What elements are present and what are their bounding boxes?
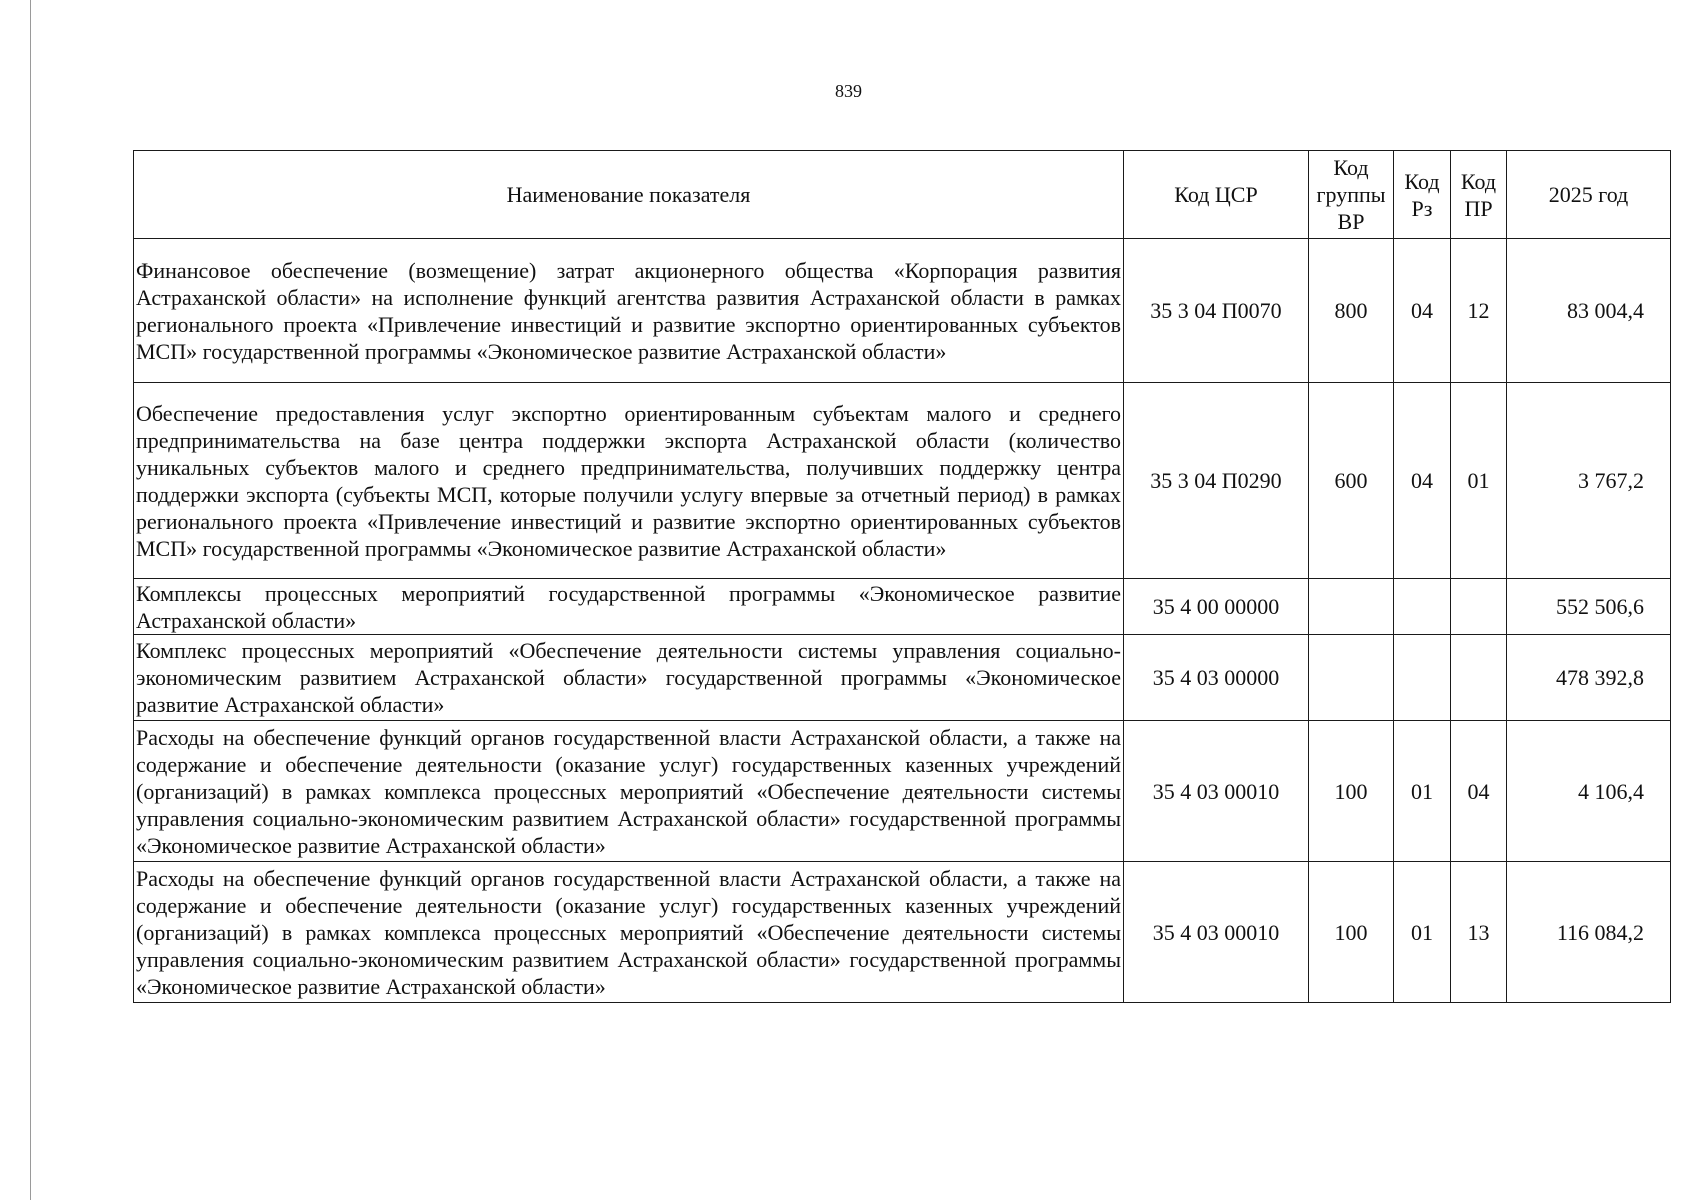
- header-vr-line: ВР: [1337, 209, 1365, 234]
- row-rz-code: 01: [1394, 721, 1451, 862]
- row-name: Обеспечение предоставления услуг экспортно ориентированным субъектам малого и среднего предпринимательства на базе центра поддержки экспорта Астраханской области (количество уникальных субъектов малого и среднего предпринимательства, получивших поддержку центра поддержки экспорта (субъекты МСП, которые получили услугу впервые за отчетный период) в рамках регионального проекта «Привлечение инвестиций и развитие экспортно ориентированных субъектов МСП» государственной программы «Экономическое развитие Астраханской области»: [134, 383, 1124, 579]
- row-pr-code: [1451, 579, 1507, 635]
- row-vr-code: 800: [1309, 239, 1394, 383]
- header-csr-code: Код ЦСР: [1124, 151, 1309, 239]
- row-csr-code: 35 4 03 00000: [1124, 635, 1309, 721]
- table-row: [134, 721, 1671, 862]
- page-number: 839: [835, 81, 862, 101]
- table-row: [134, 635, 1671, 721]
- row-pr-code: 13: [1451, 862, 1507, 1003]
- table-header-row: [134, 151, 1671, 239]
- row-csr-code: 35 3 04 П0290: [1124, 383, 1309, 579]
- row-rz-code: 04: [1394, 239, 1451, 383]
- header-year-2025: 2025 год: [1507, 151, 1671, 239]
- row-pr-code: 04: [1451, 721, 1507, 862]
- header-vr-code: [1309, 151, 1394, 239]
- row-csr-code: 35 4 00 00000: [1124, 579, 1309, 635]
- row-name: Финансовое обеспечение (возмещение) затрат акционерного общества «Корпорация развития Астраханской области» на исполнение функций агентства развития Астраханской области в рамках регионального проекта «Привлечение инвестиций и развитие экспортно ориентированных субъектов МСП» государственной программы «Экономическое развитие Астраханской области»: [134, 239, 1124, 383]
- header-pr-line: Код: [1460, 168, 1497, 194]
- table-row: [134, 862, 1671, 1003]
- row-vr-code: 100: [1309, 721, 1394, 862]
- row-name: Комплекс процессных мероприятий «Обеспечение деятельности системы управления социально-экономическим развитием Астраханской области» государственной программы «Экономическое развитие Астраханской области»: [134, 635, 1124, 721]
- row-amount: 552 506,6: [1507, 579, 1671, 635]
- row-amount: 478 392,8: [1507, 635, 1671, 721]
- row-pr-code: 01: [1451, 383, 1507, 579]
- row-vr-code: 600: [1309, 383, 1394, 579]
- row-amount: 83 004,4: [1507, 239, 1671, 383]
- row-pr-code: 12: [1451, 239, 1507, 383]
- row-amount: 116 084,2: [1507, 862, 1671, 1003]
- header-rz-code: [1394, 151, 1451, 239]
- row-vr-code: 100: [1309, 862, 1394, 1003]
- table-row: [134, 383, 1671, 579]
- header-pr-code: [1451, 151, 1507, 239]
- row-pr-code: [1451, 635, 1507, 721]
- table-row: [134, 239, 1671, 383]
- header-rz-line: Рз: [1411, 195, 1433, 221]
- row-rz-code: 01: [1394, 862, 1451, 1003]
- row-vr-code: [1309, 579, 1394, 635]
- header-vr-line: Код: [1333, 155, 1369, 180]
- row-name: Комплексы процессных мероприятий государственной программы «Экономическое развитие Астраханской области»: [134, 579, 1124, 635]
- row-csr-code: 35 3 04 П0070: [1124, 239, 1309, 383]
- row-rz-code: [1394, 579, 1451, 635]
- row-csr-code: 35 4 03 00010: [1124, 721, 1309, 862]
- row-amount: 4 106,4: [1507, 721, 1671, 862]
- page-binding-line: [30, 0, 31, 1200]
- table-row: [134, 579, 1671, 635]
- row-rz-code: 04: [1394, 383, 1451, 579]
- budget-table: [133, 150, 1671, 1003]
- row-amount: 3 767,2: [1507, 383, 1671, 579]
- row-name: Расходы на обеспечение функций органов государственной власти Астраханской области, а также на содержание и обеспечение деятельности (оказание услуг) государственных казенных учреждений (организаций) в рамках комплекса процессных мероприятий «Обеспечение деятельности системы управления социально-экономическим развитием Астраханской области» государственной программы «Экономическое развитие Астраханской области»: [134, 721, 1124, 862]
- row-rz-code: [1394, 635, 1451, 721]
- header-name: Наименование показателя: [134, 151, 1124, 239]
- header-rz-line: Код: [1404, 168, 1440, 194]
- row-vr-code: [1309, 635, 1394, 721]
- row-name: Расходы на обеспечение функций органов государственной власти Астраханской области, а также на содержание и обеспечение деятельности (оказание услуг) государственных казенных учреждений (организаций) в рамках комплекса процессных мероприятий «Обеспечение деятельности системы управления социально-экономическим развитием Астраханской области» государственной программы «Экономическое развитие Астраханской области»: [134, 862, 1124, 1003]
- header-vr-line: группы: [1316, 182, 1386, 207]
- row-csr-code: 35 4 03 00010: [1124, 862, 1309, 1003]
- header-pr-line: ПР: [1464, 195, 1493, 221]
